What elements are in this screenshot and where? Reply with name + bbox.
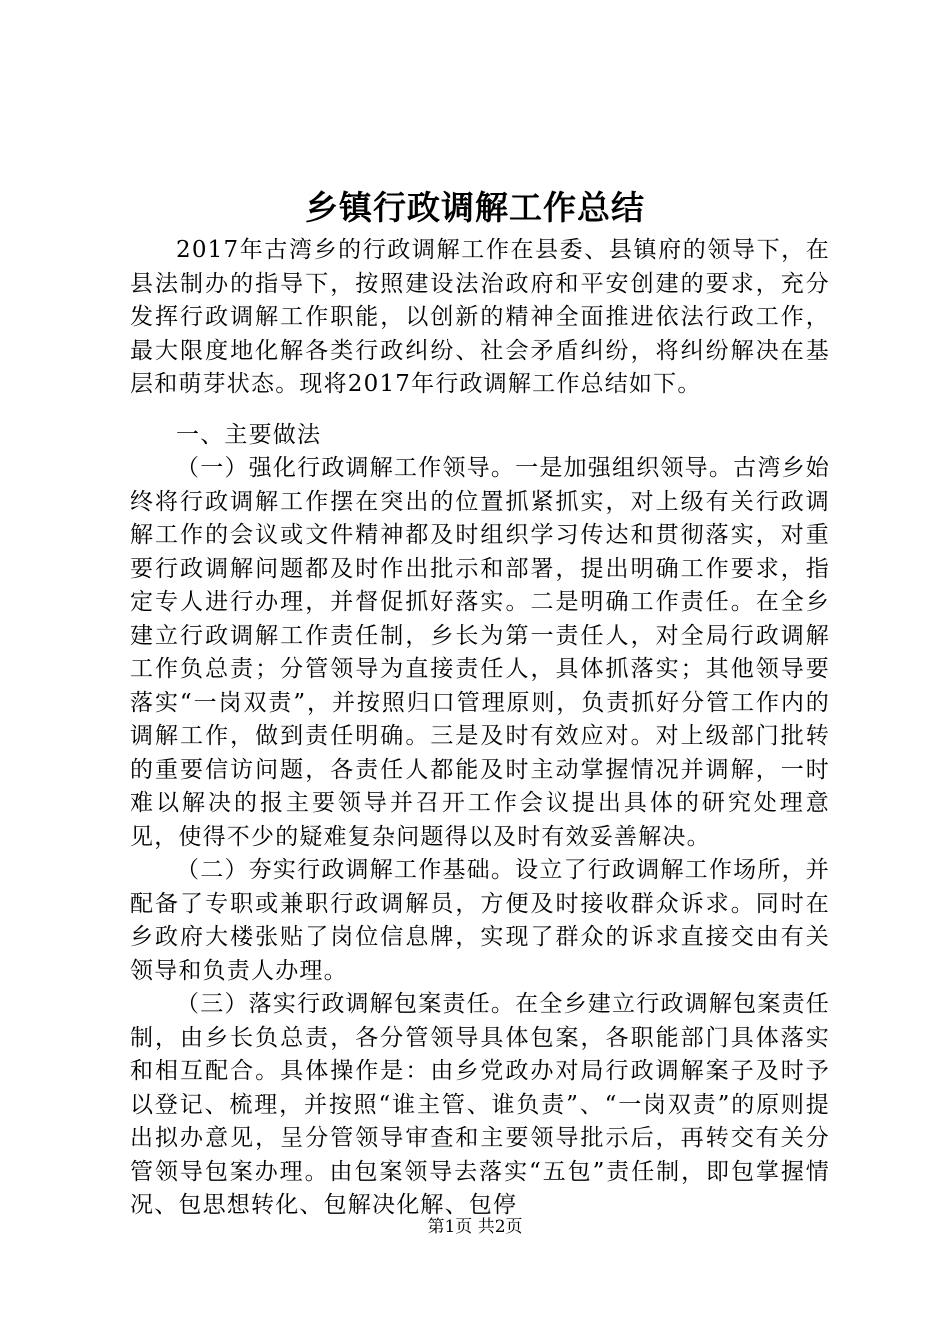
document-title: 乡镇行政调解工作总结: [305, 188, 645, 227]
body-paragraph: （三）落实行政调解包案责任。在全乡建立行政调解包案责任制，由乡长负总责，各分管领导具体包案，各职能部门具体落实和相互配合。具体操作是：由乡党政办对局行政调解案子及时予以登记、梳理，并按照“谁主管、谁负责”、“一岗双责”的原则提出拟办意见，呈分管领导审查和主要领导批示后，再转交有关分管领导包案办理。由包案领导去落实“五包”责任制，即包掌握情况、包思想转化、包解决化解、包停: [130, 991, 830, 1218]
section-heading: 一、主要做法: [176, 421, 322, 448]
page-footer: 第1页 共2页: [427, 1217, 523, 1237]
intro-paragraph: 2017年古湾乡的行政调解工作在县委、县镇府的领导下，在县法制办的指导下，按照建设法治政府和平安创建的要求，充分发挥行政调解工作职能，以创新的精神全面推进依法行政工作，最大限度地化解各类行政纠纷、社会矛盾纠纷，将纠纷解决在基层和萌芽状态。现将2017年行政调解工作总结如下。: [130, 237, 830, 397]
body-paragraph: （二）夯实行政调解工作基础。设立了行政调解工作场所，并配备了专职或兼职行政调解员，方便及时接收群众诉求。同时在乡政府大楼张贴了岗位信息牌，实现了群众的诉求直接交由有关领导和负责人办理。: [130, 857, 830, 984]
body-paragraph: （一）强化行政调解工作领导。一是加强组织领导。古湾乡始终将行政调解工作摆在突出的位置抓紧抓实，对上级有关行政调解工作的会议或文件精神都及时组织学习传达和贯彻落实，对重要行政调解问题都及时作出批示和部署，提出明确工作要求，指定专人进行办理，并督促抓好落实。二是明确工作责任。在全乡建立行政调解工作责任制，乡长为第一责任人，对全局行政调解工作负总责；分管领导为直接责任人，具体抓落实；其他领导要落实“一岗双责”，并按照归口管理原则，负责抓好分管工作内的调解工作，做到责任明确。三是及时有效应对。对上级部门批转的重要信访问题，各责任人都能及时主动掌握情况并调解，一时难以解决的报主要领导并召开工作会议提出具体的研究处理意见，使得不少的疑难复杂问题得以及时有效妥善解决。: [130, 455, 830, 850]
document-body: [130, 234, 830, 1223]
